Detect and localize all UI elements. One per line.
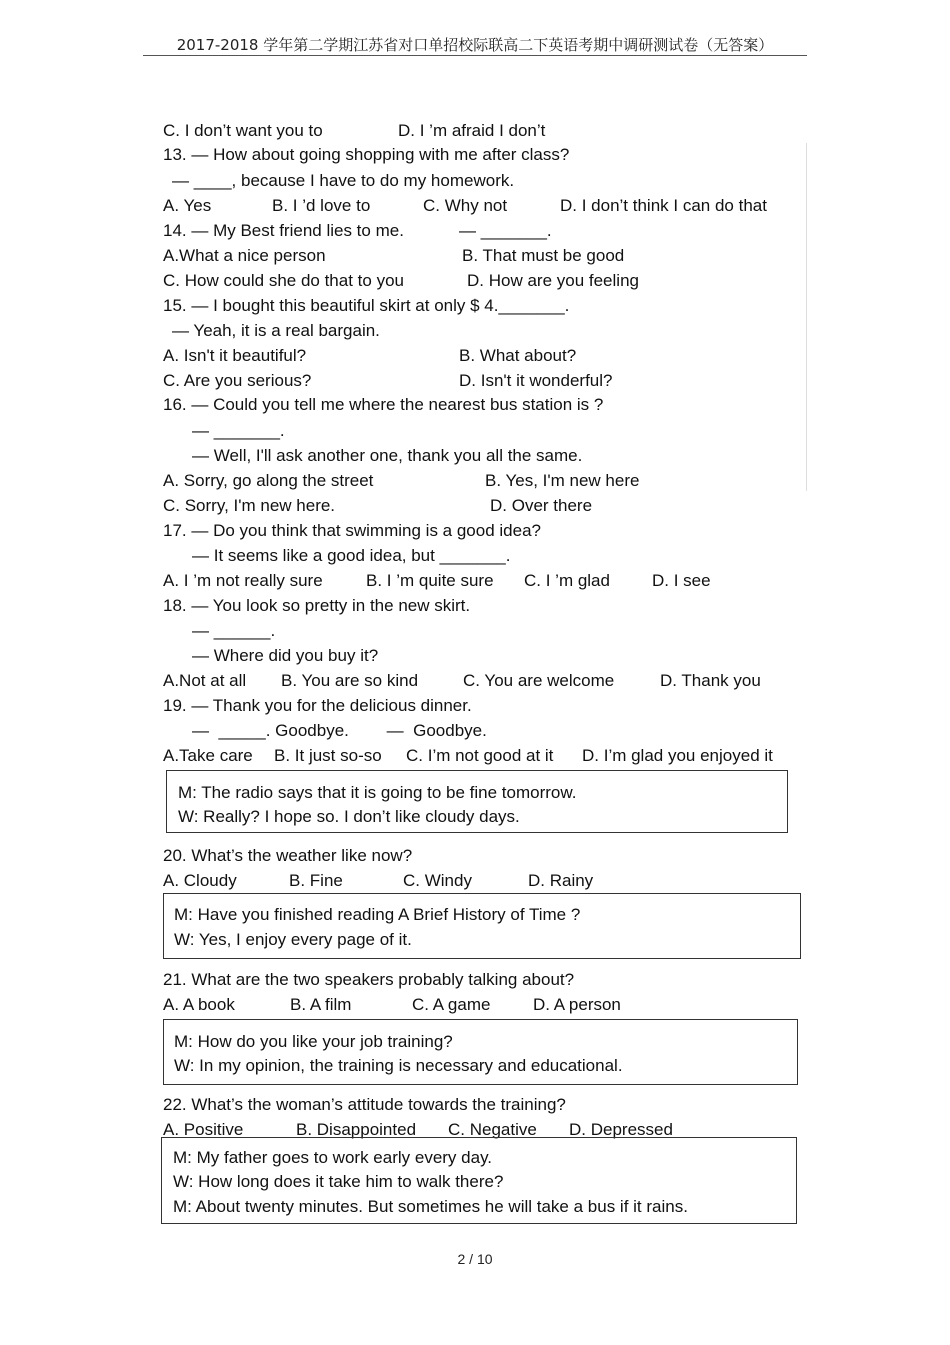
q12-option-c: C. I don’t want you to	[163, 121, 323, 140]
q17-option-c: C. I ’m glad	[524, 571, 610, 590]
q14-option-d: D. How are you feeling	[467, 271, 639, 290]
q14-stem: 14. — My Best friend lies to me.	[163, 221, 404, 240]
q20-stem: 20. What’s the weather like now?	[163, 846, 413, 865]
q17-reply: — It seems like a good idea, but _______.	[192, 546, 511, 565]
q20-option-c: C. Windy	[403, 871, 472, 890]
dialog-q23-line-2: W: How long does it take him to walk there?	[173, 1172, 504, 1191]
q15-option-d: D. Isn't it wonderful?	[459, 371, 613, 390]
q17-option-a: A. I ’m not really sure	[163, 571, 323, 590]
q15-option-c: C. Are you serious?	[163, 371, 312, 390]
q18-stem: 18. — You look so pretty in the new skirt.	[163, 596, 471, 615]
page-header: 2017-2018 学年第二学期江苏省对口单招校际联高二下英语考期中调研测试卷（无答案）	[176, 36, 774, 54]
q20-option-b: B. Fine	[289, 871, 343, 890]
q17-option-d: D. I see	[652, 571, 711, 590]
q18-reply-2: — Where did you buy it?	[192, 646, 379, 665]
q15-stem: 15. — I bought this beautiful skirt at only $ 4._______.	[163, 296, 570, 315]
q15-option-b: B. What about?	[459, 346, 577, 365]
q16-option-a: A. Sorry, go along the street	[163, 471, 374, 490]
q13-reply: — ____, because I have to do my homework.	[172, 171, 515, 190]
q21-option-c: C. A game	[412, 995, 491, 1014]
q18-option-d: D. Thank you	[660, 671, 761, 690]
q17-stem: 17. — Do you think that swimming is a good idea?	[163, 521, 541, 540]
q21-stem: 21. What are the two speakers probably talking about?	[163, 970, 575, 989]
q18-option-a: A.Not at all	[163, 671, 247, 690]
q22-option-a: A. Positive	[163, 1120, 244, 1139]
q19-option-b: B. It just so-so	[274, 746, 382, 765]
q19-option-c: C. I’m not good at it	[406, 746, 554, 765]
page-number: 2 / 10	[457, 1251, 493, 1267]
q21-option-d: D. A person	[533, 995, 621, 1014]
q19-option-a: A.Take care	[163, 746, 253, 765]
q17-option-b: B. I ’m quite sure	[366, 571, 494, 590]
q16-option-d: D. Over there	[490, 496, 593, 515]
dialog-q20-line-1: M: The radio says that it is going to be fine tomorrow.	[178, 783, 577, 802]
dialog-q23-line-3: M: About twenty minutes. But sometimes he will take a bus if it rains.	[173, 1197, 688, 1216]
q14-reply: — _______.	[459, 221, 552, 240]
q19-option-d: D. I’m glad you enjoyed it	[582, 746, 773, 765]
q18-option-b: B. You are so kind	[281, 671, 419, 690]
q16-option-c: C. Sorry, I'm new here.	[163, 496, 336, 515]
q15-option-a: A. Isn't it beautiful?	[163, 346, 307, 365]
q14-option-b: B. That must be good	[462, 246, 625, 265]
q14-option-a: A.What a nice person	[163, 246, 326, 265]
dialog-q23-line-1: M: My father goes to work early every day.	[173, 1148, 493, 1167]
q16-reply-1: — _______.	[192, 421, 285, 440]
q16-reply-2: — Well, I'll ask another one, thank you all the same.	[192, 446, 583, 465]
q14-option-c: C. How could she do that to you	[163, 271, 404, 290]
q13-option-a: A. Yes	[163, 196, 212, 215]
q13-option-b: B. I ’d love to	[272, 196, 371, 215]
q19-reply: — _____. Goodbye. — Goodbye.	[192, 721, 487, 740]
q22-stem: 22. What’s the woman’s attitude towards the training?	[163, 1095, 566, 1114]
q13-option-d: D. I don’t think I can do that	[560, 196, 767, 215]
q12-option-d: D. I ’m afraid I don’t	[398, 121, 546, 140]
q13-stem: 13. — How about going shopping with me after class?	[163, 145, 570, 164]
q16-stem: 16. — Could you tell me where the nearest bus station is ?	[163, 395, 604, 414]
dialog-q20-line-2: W: Really? I hope so. I don’t like cloudy days.	[178, 807, 520, 826]
q21-option-b: B. A film	[290, 995, 352, 1014]
header-divider	[143, 55, 807, 56]
dialog-q22-line-2: W: In my opinion, the training is necessary and educational.	[174, 1056, 623, 1075]
q22-option-b: B. Disappointed	[296, 1120, 417, 1139]
q18-reply-1: — ______.	[192, 621, 276, 640]
dialog-q21-line-2: W: Yes, I enjoy every page of it.	[174, 930, 412, 949]
q15-reply: — Yeah, it is a real bargain.	[172, 321, 380, 340]
dialog-q22-line-1: M: How do you like your job training?	[174, 1032, 453, 1051]
q20-option-a: A. Cloudy	[163, 871, 237, 890]
dialog-q21-line-1: M: Have you finished reading A Brief History of Time ?	[174, 905, 581, 924]
q18-option-c: C. You are welcome	[463, 671, 615, 690]
margin-line	[806, 143, 807, 491]
q13-option-c: C. Why not	[423, 196, 508, 215]
q21-option-a: A. A book	[163, 995, 235, 1014]
q20-option-d: D. Rainy	[528, 871, 594, 890]
q22-option-d: D. Depressed	[569, 1120, 673, 1139]
q19-stem: 19. — Thank you for the delicious dinner.	[163, 696, 472, 715]
q22-option-c: C. Negative	[448, 1120, 537, 1139]
q16-option-b: B. Yes, I'm new here	[485, 471, 640, 490]
